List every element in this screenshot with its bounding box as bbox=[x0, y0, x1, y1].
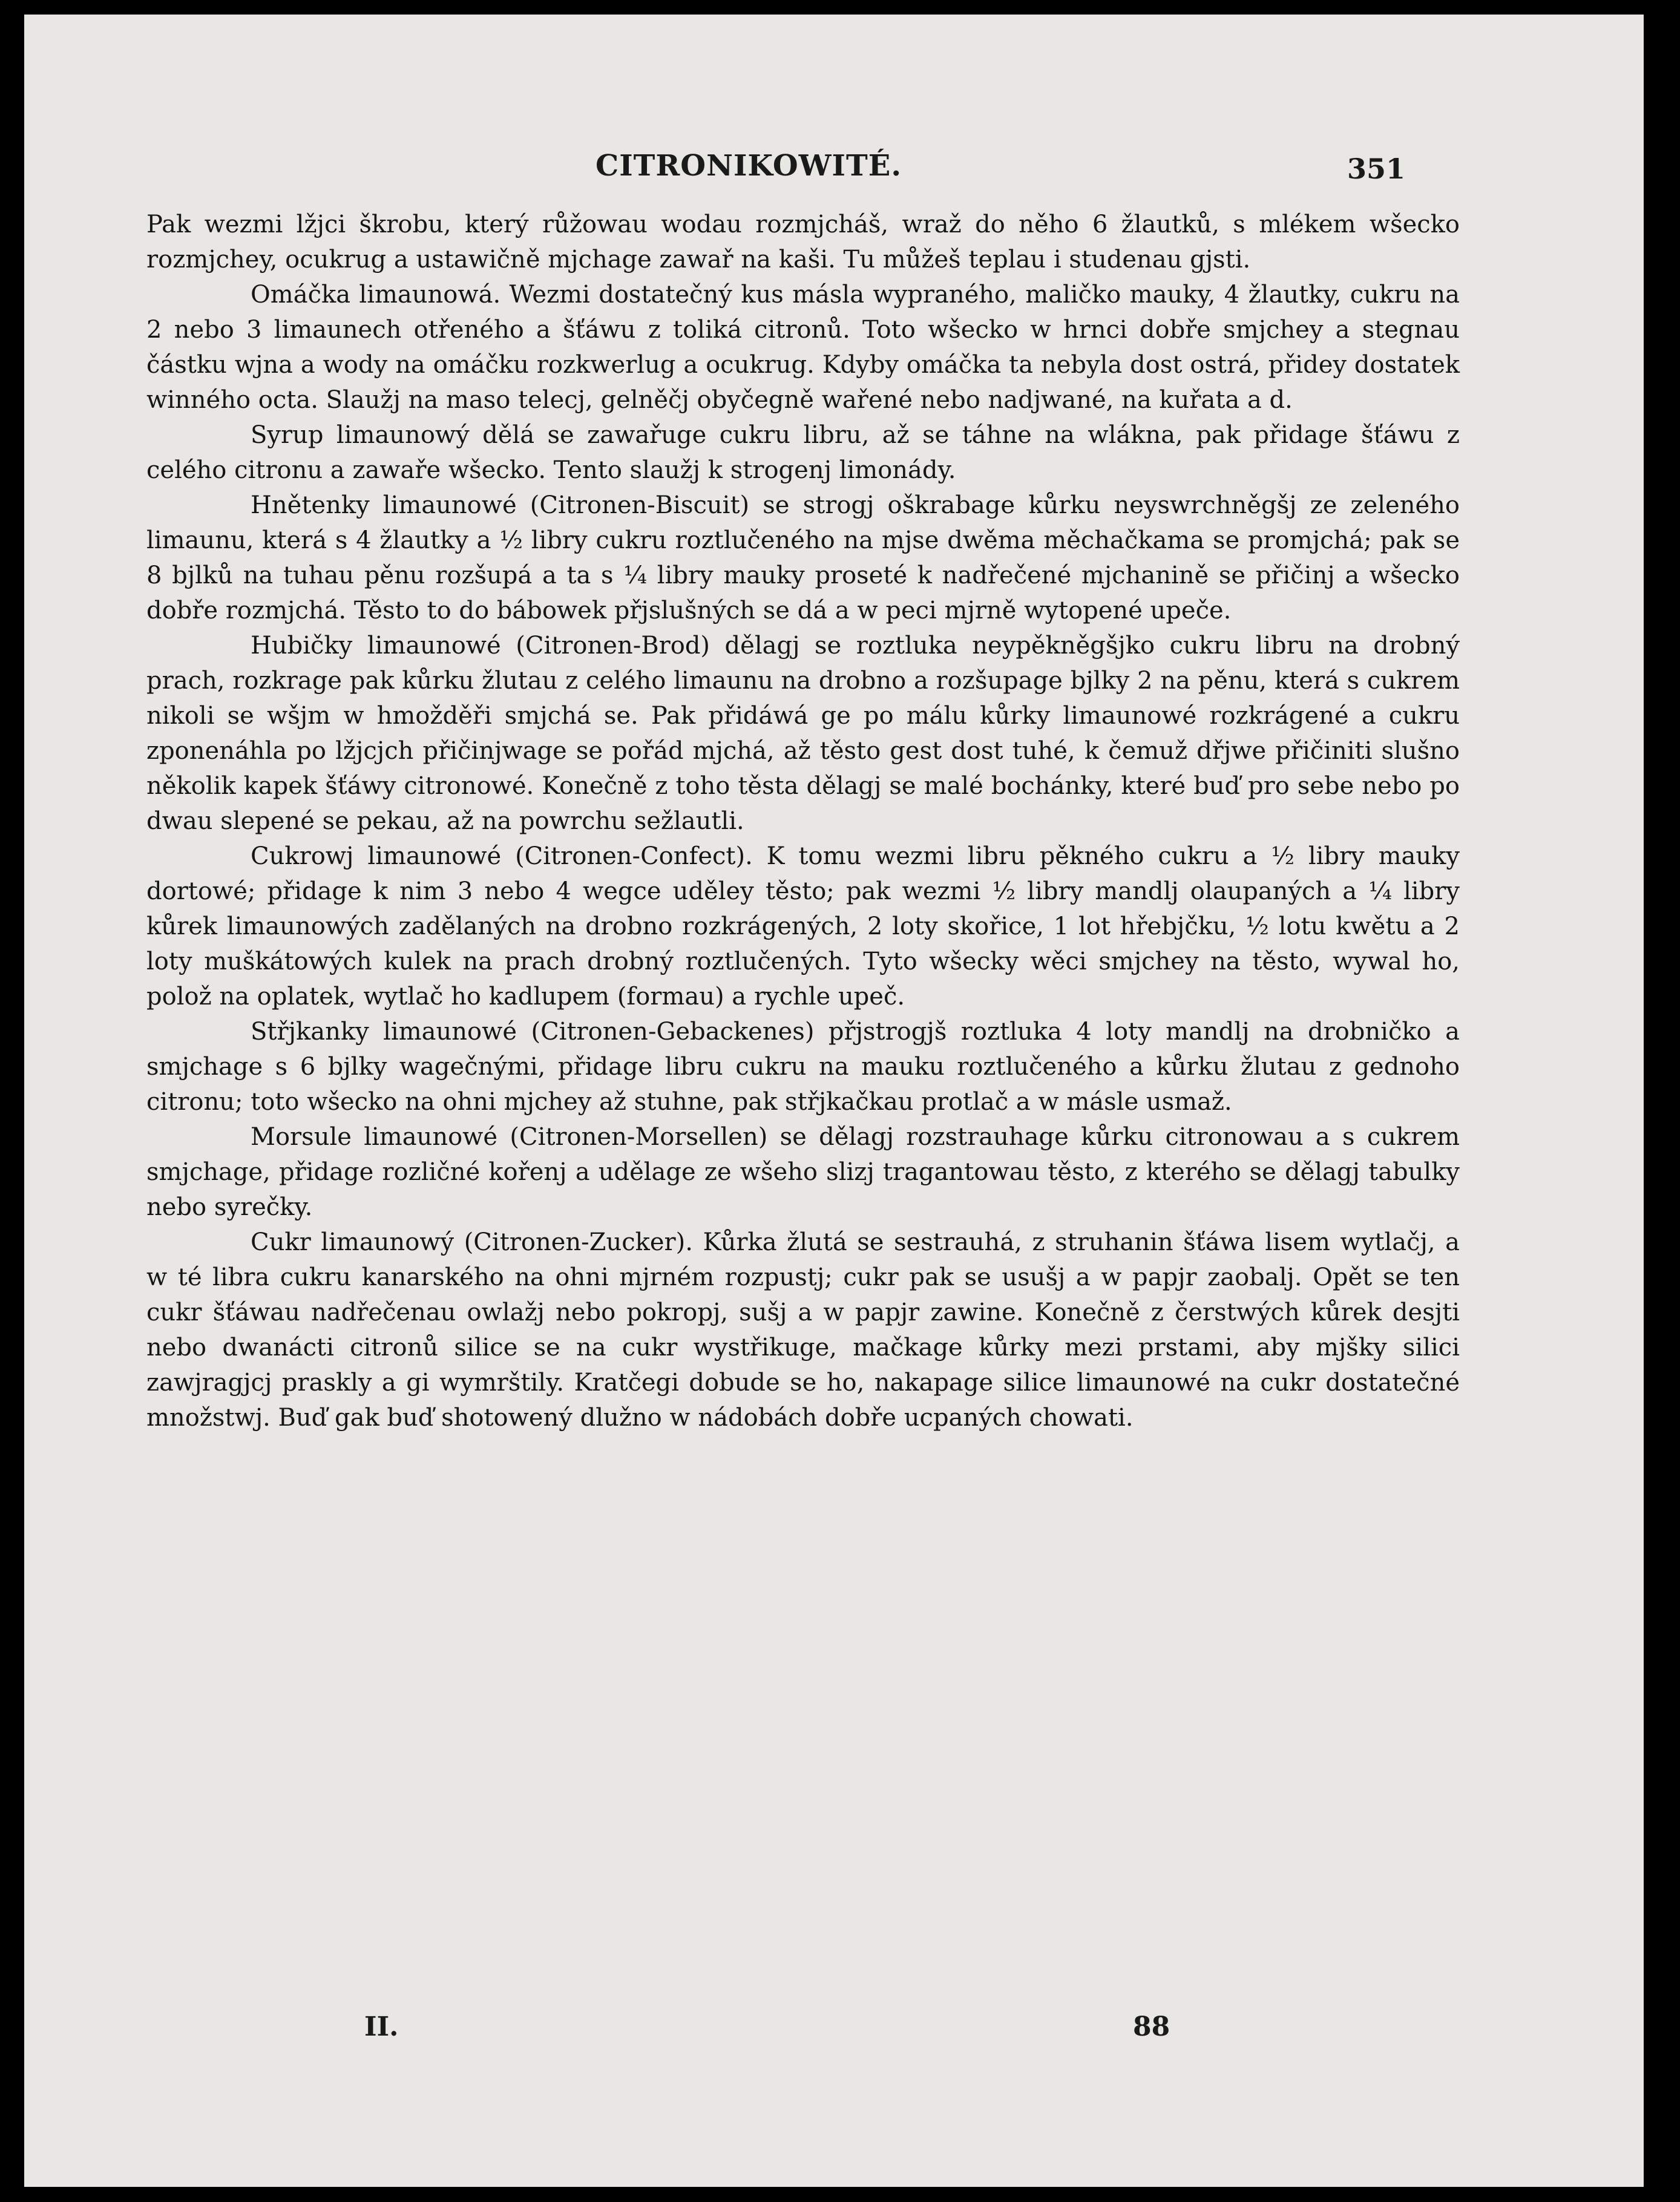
running-title: CITRONIKOWITÉ. bbox=[596, 149, 902, 183]
page-number: 351 bbox=[1347, 152, 1406, 185]
paragraph-lemon-biscuit: Hnětenky limaunowé (Citronen-Biscuit) se strogj oškrabage kůrku neyswrchněgšj ze zeleného limaunu, která s 4 žlautky a ½ libry cukru roztlučeného na mjse dwěma měchačkama se promjchá; pak se 8 bjlků na tuhau pěnu rozšupá a ta s ¼ libry mauky proseté k nadřečené mjchanině se přičinj a wšecko dobře rozmjchá. Těsto to do bábowek přjslušných se dá a w peci mjrně wytopené upeče. bbox=[146, 491, 1460, 624]
page-header bbox=[24, 149, 1644, 197]
paragraph-lemon-gebackenes: Střjkanky limaunowé (Citronen-Gebackenes) přjstrogjš roztluka 4 loty mandlj na drobničko a smjchage s 6 bjlky wagečnými, přidage libru cukru na mauku roztlučeného a kůrku žlutau z gednoho citronu; toto wšecko na ohni mjchey až stuhne, pak střjkačkau protlač a w másle usmaž. bbox=[146, 1018, 1460, 1116]
page-footer bbox=[24, 2011, 1644, 2048]
signature-mark: II. bbox=[364, 2011, 399, 2042]
book-page bbox=[24, 15, 1644, 2187]
paragraph-lemon-confect: Cukrowj limaunowé (Citronen-Confect). K tomu wezmi libru pěkného cukru a ½ libry mauky dortowé; přidage k nim 3 nebo 4 wegce uděley těsto; pak wezmi ½ libry mandlj olaupaných a ¼ libry kůrek limaunowých zadělaných na drobno rozkrágených, 2 loty skořice, 1 lot hřebjčku, ½ lotu kwětu a 2 loty muškátowých kulek na prach drobný roztlučených. Tyto wšecky wěci smjchey na těsto, wywal ho, polož na oplatek, wytlač ho kadlupem (formau) a rychle upeč. bbox=[146, 842, 1460, 1011]
paragraph-starch-pudding: Pak wezmi lžjci škrobu, který růžowau wodau rozmjcháš, wraž do něho 6 žlautků, s mlékem wšecko rozmjchey, ocukrug a ustawičně mjchage zawař na kaši. Tu můžeš teplau i studenau gjsti. bbox=[146, 211, 1460, 274]
paragraph-lemon-sauce: Omáčka limaunowá. Wezmi dostatečný kus másla wypraného, maličko mauky, 4 žlautky, cukru na 2 nebo 3 limaunech otřeného a šťáwu z toliká citronů. Toto wšecko w hrnci dobře smjchey a stegnau částku wjna a wody na omáčku rozkwerlug a ocukrug. Kdyby omáčka ta nebyla dost ostrá, přidey dostatek winného octa. Slaužj na maso telecj, gelněčj obyčegně wařené nebo nadjwané, na kuřata a d. bbox=[146, 281, 1460, 414]
sheet-number: 88 bbox=[1133, 2011, 1170, 2042]
body-text bbox=[146, 207, 1460, 1435]
paragraph-lemon-zucker: Cukr limaunowý (Citronen-Zucker). Kůrka žlutá se sestrauhá, z struhanin šťáwa lisem wytlačj, a w té libra cukru kanarského na ohni mjrném rozpustj; cukr pak se usušj a w papjr zaobalj. Opět se ten cukr šťáwau nadřečenau owlažj nebo pokropj, sušj a w papjr zawine. Konečně z čerstwých kůrek desjti nebo dwanácti citronů silice se na cukr wystřikuge, mačkage kůrky mezi prstami, aby mjšky silici zawjragjcj praskly a gi wymrštily. Kratčegi dobude se ho, nakapage silice limaunowé na cukr dostatečné množstwj. Buď gak buď shotowený dlužno w nádobách dobře ucpaných chowati. bbox=[146, 1228, 1460, 1432]
paragraph-lemon-syrup: Syrup limaunowý dělá se zawařuge cukru libru, až se táhne na wlákna, pak přidage šťáwu z celého citronu a zawaře wšecko. Tento slaužj k strogenj limonády. bbox=[146, 421, 1460, 484]
paragraph-lemon-morsellen: Morsule limaunowé (Citronen-Morsellen) se dělagj rozstrauhage kůrku citronowau a s cukrem smjchage, přidage rozličné kořenj a udělage ze wšeho slizj tragantowau těsto, z kterého se dělagj tabulky nebo syrečky. bbox=[146, 1123, 1460, 1221]
paragraph-lemon-brod: Hubičky limaunowé (Citronen-Brod) dělagj se roztluka neypěkněgšjko cukru libru na drobný prach, rozkrage pak kůrku žlutau z celého limaunu na drobno a rozšupage bjlky 2 na pěnu, která s cukrem nikoli se wšjm w hmožděři smjchá se. Pak přidáwá ge po málu kůrky limaunowé rozkrágené a cukru zponenáhla po lžjcjch přičinjwage se pořád mjchá, až těsto gest dost tuhé, k čemuž dřjwe přičiniti slušno několik kapek šťáwy citronowé. Konečně z toho těsta dělagj se malé bochánky, které buď pro sebe nebo po dwau slepené se pekau, až na powrchu sežlautli. bbox=[146, 632, 1460, 835]
